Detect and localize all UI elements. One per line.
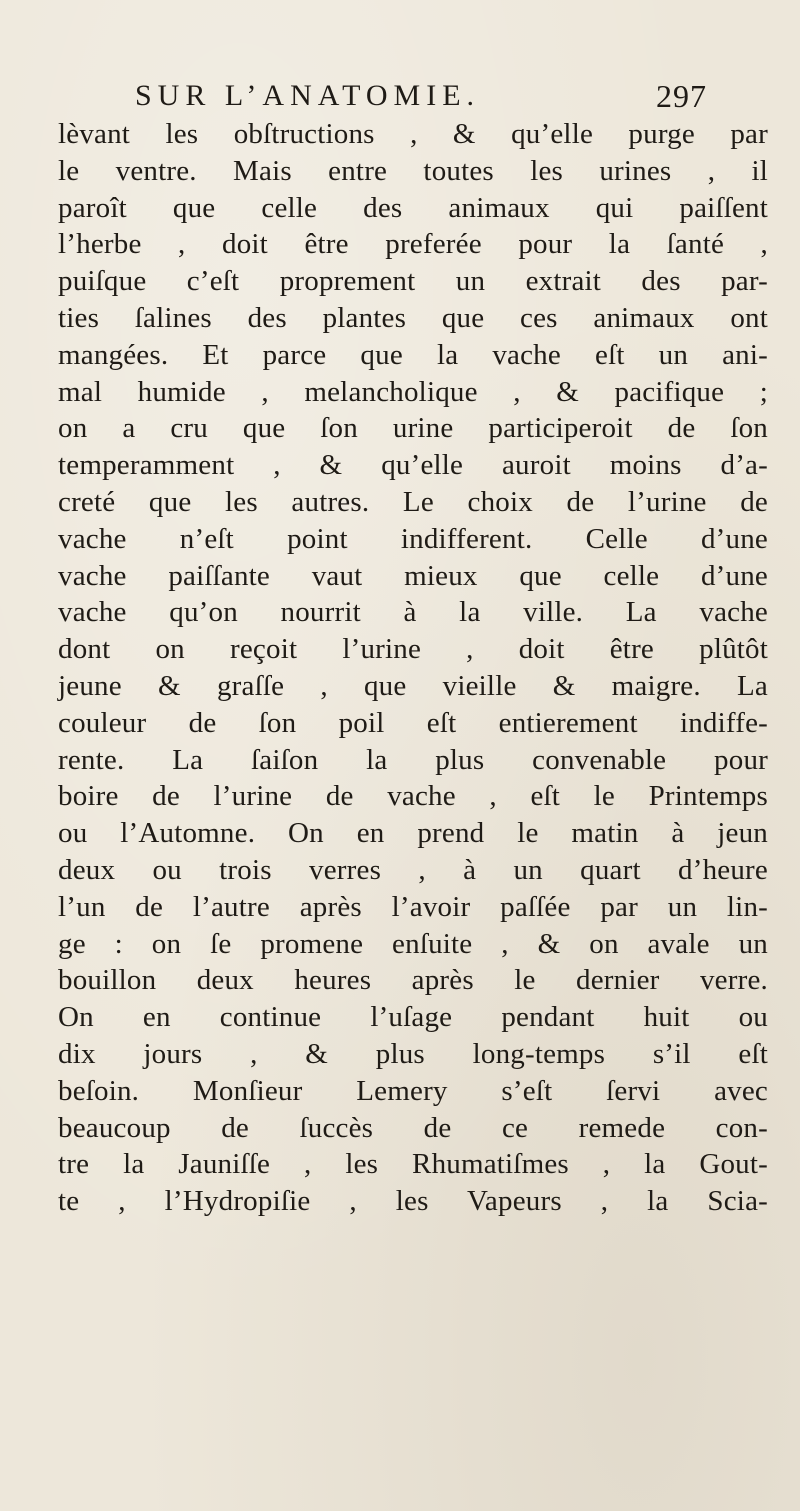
text-line: dont on reçoit l’urine , doit être plûtôt bbox=[58, 633, 768, 666]
text-line: couleur de ſon poil eſt entierement indiffe- bbox=[58, 706, 768, 739]
text-line: te , l’Hydropiſie , les Vapeurs , la Scia- bbox=[58, 1185, 768, 1218]
text-line: rente. La ſaiſon la plus convenable pour bbox=[58, 743, 768, 776]
text-line: paroît que celle des animaux qui paiſſent bbox=[58, 191, 768, 224]
text-line: tre la Jauniſſe , les Rhumatiſmes , la Gout- bbox=[58, 1148, 768, 1181]
text-line: deux ou trois verres , à un quart d’heure bbox=[58, 853, 768, 886]
text-line: boire de l’urine de vache , eſt le Printemps bbox=[58, 780, 768, 813]
text-line: le ventre. Mais entre toutes les urines , il bbox=[58, 154, 768, 187]
text-line: jeune & graſſe , que vieille & maigre. La bbox=[58, 669, 768, 702]
running-head: SUR L’ANATOMIE. bbox=[135, 79, 481, 112]
text-line: ge : on ſe promene enſuite , & on avale un bbox=[58, 927, 768, 960]
text-line: lèvant les obſtructions , & qu’elle purge par bbox=[58, 118, 768, 150]
text-line: beſoin. Monſieur Lemery s’eſt ſervi avec bbox=[58, 1074, 768, 1107]
text-line: On en continue l’uſage pendant huit ou bbox=[58, 1001, 768, 1034]
text-line: l’herbe , doit être preferée pour la ſanté , bbox=[58, 228, 768, 261]
text-line: puiſque c’eſt proprement un extrait des par- bbox=[58, 265, 768, 298]
text-line: on a cru que ſon urine participeroit de ſon bbox=[58, 412, 768, 445]
text-line: dix jours , & plus long-temps s’il eſt bbox=[58, 1037, 768, 1070]
text-line: creté que les autres. Le choix de l’urine de bbox=[58, 485, 768, 518]
text-line: vache n’eſt point indifferent. Celle d’une bbox=[58, 522, 768, 555]
text-line: ties ſalines des plantes que ces animaux ont bbox=[58, 301, 768, 334]
text-line: l’un de l’autre après l’avoir paſſée par un lin- bbox=[58, 890, 768, 923]
text-line: bouillon deux heures après le dernier verre. bbox=[58, 964, 768, 997]
page-number: 297 bbox=[656, 78, 707, 114]
text-line: vache paiſſante vaut mieux que celle d’une bbox=[58, 559, 768, 592]
text-line: ou l’Automne. On en prend le matin à jeun bbox=[58, 817, 768, 850]
text-line: temperamment , & qu’elle auroit moins d’a- bbox=[58, 449, 768, 482]
text-line: vache qu’on nourrit à la ville. La vache bbox=[58, 596, 768, 629]
text-line: mal humide , melancholique , & pacifique ; bbox=[58, 375, 768, 408]
text-line: mangées. Et parce que la vache eſt un ani- bbox=[58, 338, 768, 371]
body-text bbox=[58, 116, 768, 1220]
page-header bbox=[135, 76, 735, 116]
text-line: beaucoup de ſuccès de ce remede con- bbox=[58, 1111, 768, 1144]
